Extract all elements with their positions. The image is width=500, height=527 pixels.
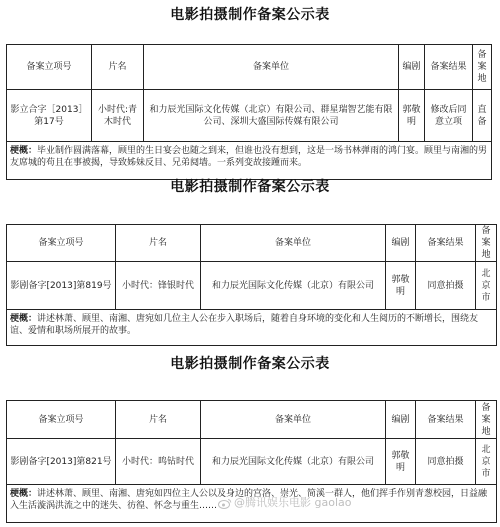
cell-result: 同意拍摄 — [416, 439, 476, 485]
header-filing-no: 备案立项号 — [7, 401, 116, 439]
plot-label: 梗概： — [10, 146, 38, 156]
table-title-2: 电影拍摄制作备案公示表 — [170, 179, 330, 195]
table-title-1: 电影拍摄制作备案公示表 — [170, 7, 330, 23]
header-writer: 编剧 — [386, 401, 416, 439]
weibo-logo-icon — [218, 498, 232, 509]
plot-text: 讲述林萧、顾里、南湘、唐宛如四位主人公以及身边的宫洛、崇光、简溪一群人，他们挥手作别青葱校园，日益融入生活漩涡洪流之中的迷失、彷徨、怀念与重生…… — [10, 489, 488, 511]
record-table-2 — [6, 224, 497, 346]
header-result: 备案结果 — [416, 225, 476, 262]
header-filing-no: 备案立项号 — [7, 225, 116, 262]
cell-writer: 郭敬明 — [386, 262, 416, 310]
table-title-3: 电影拍摄制作备案公示表 — [170, 356, 330, 372]
header-film: 片名 — [92, 45, 144, 90]
record-table-1 — [6, 44, 492, 180]
plot-label: 梗概： — [10, 314, 38, 324]
watermark — [218, 494, 351, 510]
cell-result: 修改后同意立项 — [425, 90, 473, 142]
header-place: 备案地 — [476, 401, 497, 439]
cell-film: 小时代：鸣钻时代 — [116, 439, 201, 485]
plot-label: 梗概： — [10, 489, 38, 499]
cell-film: 小时代:青木时代 — [92, 90, 144, 142]
header-unit: 备案单位 — [144, 45, 399, 90]
header-place: 备案地 — [473, 45, 492, 90]
header-unit: 备案单位 — [201, 225, 386, 262]
cell-writer: 郭敬明 — [386, 439, 416, 485]
plot-text: 毕业制作圆满落幕，顾里的生日宴会也随之到来，但谁也没有想到，这是一场书林弹雨的鸿门宴。顾里与南湘的男友席城的苟且在事被揭，导致姊妹反目、兄弟阋墙。一系列变故接踵而来。 — [10, 146, 488, 168]
cell-place: 北京市 — [476, 439, 497, 485]
header-result: 备案结果 — [425, 45, 473, 90]
cell-writer: 郭敬明 — [399, 90, 425, 142]
header-film: 片名 — [116, 401, 201, 439]
cell-filing-no: 影立合字［2013］第17号 — [7, 90, 92, 142]
cell-unit: 和力辰光国际文化传媒（北京）有限公司 — [201, 262, 386, 310]
watermark-text: @腾讯娱乐电影 gaolao — [234, 496, 352, 509]
header-film: 片名 — [116, 225, 201, 262]
header-filing-no: 备案立项号 — [7, 45, 92, 90]
plot-cell — [7, 142, 492, 180]
cell-result: 同意拍摄 — [416, 262, 476, 310]
cell-place: 北京市 — [476, 262, 497, 310]
cell-place: 直备 — [473, 90, 492, 142]
header-writer: 编剧 — [386, 225, 416, 262]
plot-text: 讲述林萧、顾里、南湘、唐宛如几位主人公在步入职场后，随着自身环境的变化和人生阅历的不断增长，围绕友谊、爱情和职场所展开的故事。 — [10, 314, 479, 336]
header-result: 备案结果 — [416, 401, 476, 439]
plot-cell — [7, 310, 497, 346]
header-unit: 备案单位 — [201, 401, 386, 439]
cell-unit: 和力辰光国际文化传媒（北京）有限公司、群星瑞智艺能有限公司、深圳大盛国际传媒有限公司 — [144, 90, 399, 142]
cell-film: 小时代：锋银时代 — [116, 262, 201, 310]
cell-unit: 和力辰光国际文化传媒（北京）有限公司 — [201, 439, 386, 485]
cell-filing-no: 影剧备字[2013]第821号 — [7, 439, 116, 485]
cell-filing-no: 影剧备字[2013]第819号 — [7, 262, 116, 310]
header-writer: 编剧 — [399, 45, 425, 90]
header-place: 备案地 — [476, 225, 497, 262]
